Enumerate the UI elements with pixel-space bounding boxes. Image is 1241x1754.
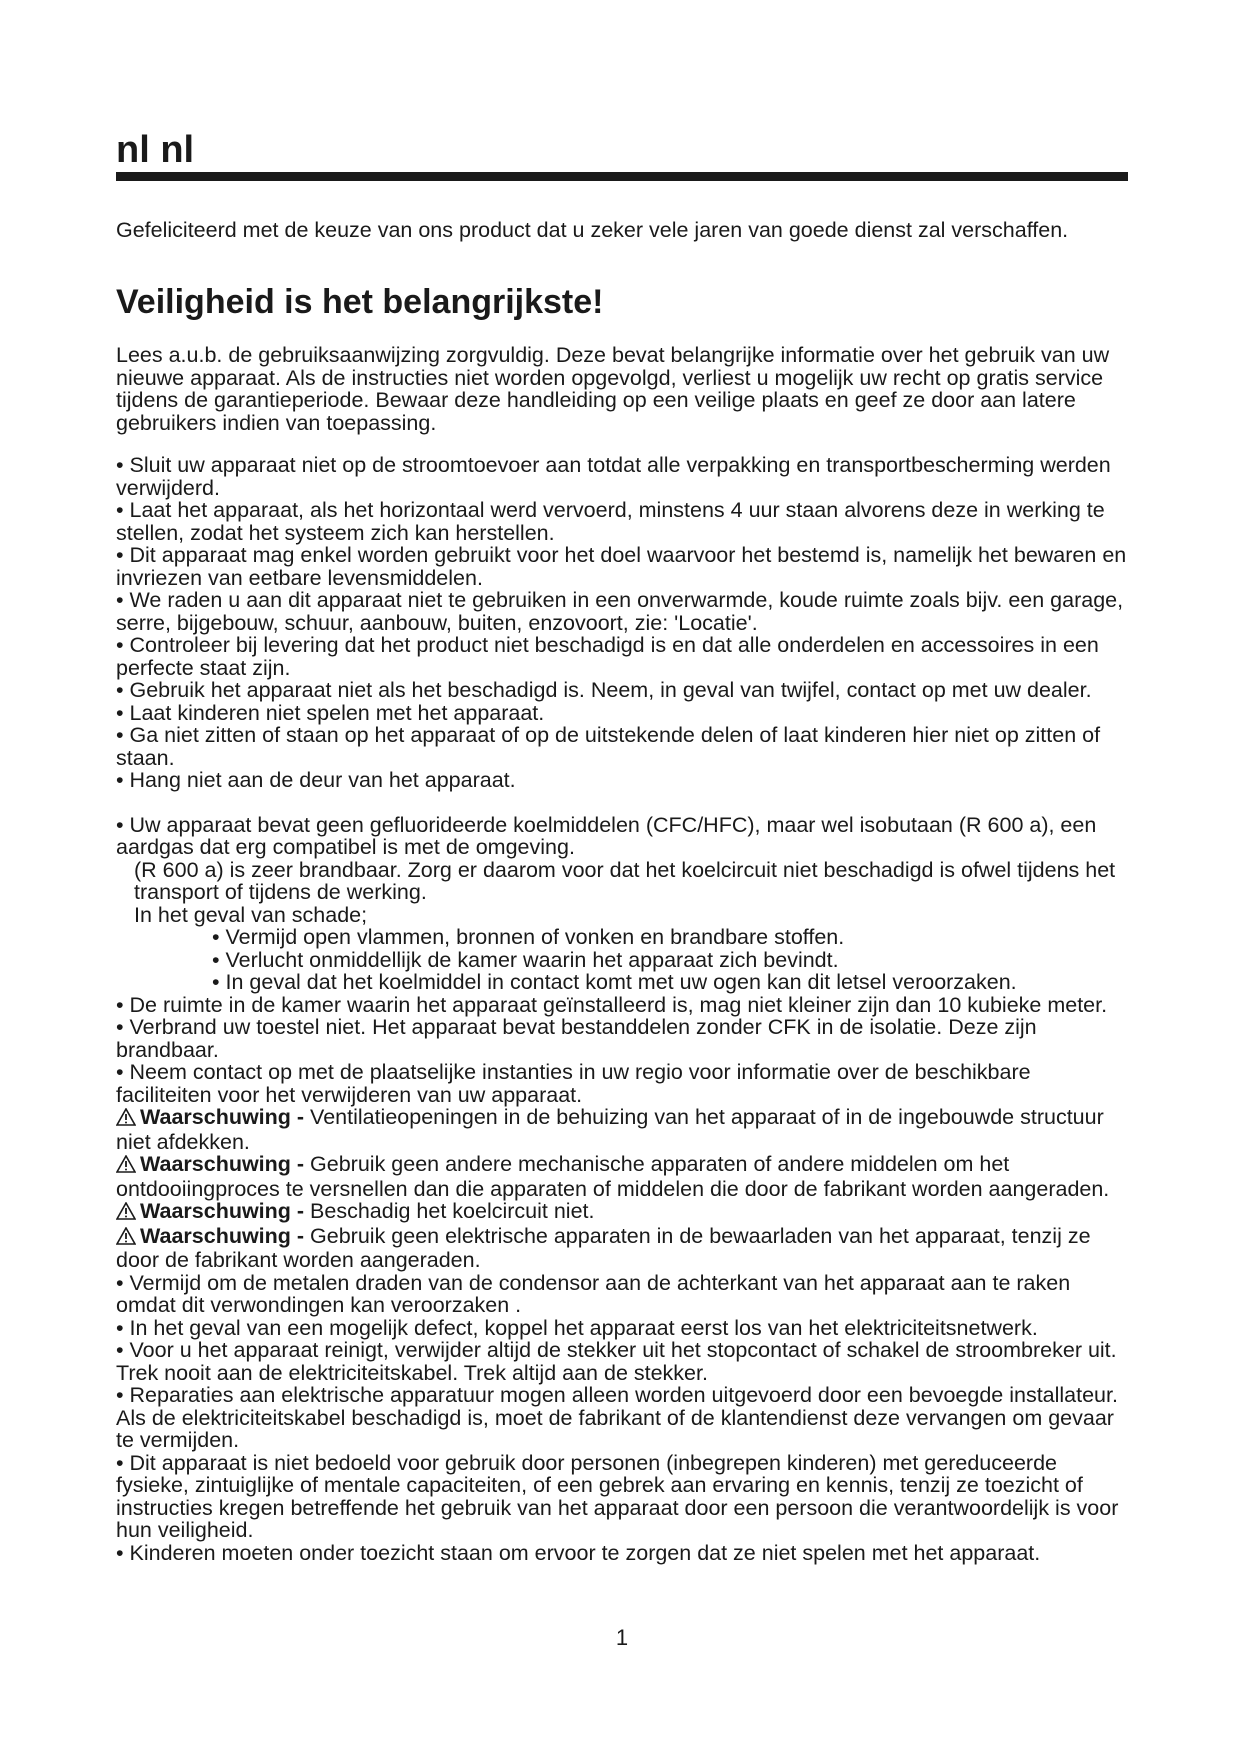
instruction-item: In het geval van schade;	[134, 902, 368, 927]
warning-triangle-icon	[116, 1155, 140, 1178]
warning-item	[116, 1225, 1128, 1272]
instruction-item: • Hang niet aan de deur van het apparaat.	[116, 768, 516, 792]
warning-label: Waarschuwing -	[140, 1199, 305, 1223]
instruction-item: • Dit apparaat is niet bedoeld voor gebruik door personen (inbegrepen kinderen) met gereduceerde fysieke, zintuiglijke of mentale capaciteiten, of een gebrek aan ervaring en kennis, tenzij ze toezicht of instructies kregen betreffende het gebruik van het apparaat door een persoon die verantwoordelijk is voor hun veiligheid.	[116, 1450, 1119, 1542]
instruction-item: • Reparaties aan elektrische apparatuur mogen alleen worden uitgevoerd door een bevoegde installateur. Als de elektriciteitskabel beschadigd is, moet de fabrikant of de klantendienst deze vervangen om gevaar te vermijden.	[116, 1383, 1118, 1452]
instruction-item: • De ruimte in de kamer waarin het apparaat geïnstalleerd is, mag niet kleiner zijn dan 10 kubieke meter.	[116, 992, 1108, 1017]
lead-paragraph: Lees a.u.b. de gebruiksaanwijzing zorgvuldig. Deze bevat belangrijke informatie over het gebruik van uw nieuwe apparaat. Als de instructies niet worden opgevolgd, verliest u mogelijk uw recht op gratis service tijdens de garantieperiode. Bewaar deze handleiding op een veilige plaats en geef ze door aan latere gebruikers indien van toepassing.	[116, 343, 1110, 435]
warning-label: Waarschuwing -	[140, 1105, 305, 1129]
instruction-item: • Controleer bij levering dat het product niet beschadigd is en dat alle onderdelen en accessoires in een perfecte staat zijn.	[116, 633, 1099, 680]
instruction-item: • Kinderen moeten onder toezicht staan om ervoor te zorgen dat ze niet spelen met het apparaat.	[116, 1540, 1041, 1565]
warning-text: Gebruik geen andere mechanische apparaten of andere middelen om het ontdooiingproces te versnellen dan die apparaten of middelen die door de fabrikant worden aangeraden.	[116, 1152, 1110, 1201]
warning-label: Waarschuwing -	[140, 1223, 305, 1248]
warning-triangle-icon	[116, 1227, 140, 1250]
instruction-item: • Vermijd open vlammen, bronnen of vonken en brandbare stoffen.	[212, 925, 845, 949]
instruction-item: • Sluit uw apparaat niet op de stroomtoevoer aan totdat alle verpakking en transportbescherming werden verwijderd.	[116, 453, 1111, 500]
page-number: 1	[615, 1625, 629, 1650]
instruction-item: • Voor u het apparaat reinigt, verwijder altijd de stekker uit het stopcontact of schakel de stroombreker uit. Trek nooit aan de elektriciteitskabel. Trek altijd aan de stekker.	[116, 1338, 1117, 1385]
header-rule	[116, 172, 1128, 181]
instruction-item: • Dit apparaat mag enkel worden gebruikt voor het doel waarvoor het bestemd is, namelijk het bewaren en invriezen van eetbare levensmiddelen.	[116, 543, 1127, 590]
warning-item	[116, 1153, 1128, 1200]
instruction-item: • Laat het apparaat, als het horizontaal werd vervoerd, minstens 4 uur staan alvorens deze in werking te stellen, zodat het systeem zich kan herstellen.	[116, 498, 1105, 545]
intro-text: Gefeliciteerd met de keuze van ons product dat u zeker vele jaren van goede dienst zal verschaffen.	[116, 218, 1069, 242]
warning-text: Beschadig het koelcircuit niet.	[304, 1199, 595, 1223]
safety-instructions	[116, 454, 1128, 1564]
warning-item	[116, 1200, 1128, 1225]
warning-triangle-icon	[116, 1108, 140, 1131]
warning-label: Waarschuwing -	[140, 1152, 305, 1176]
instruction-item: (R 600 a) is zeer brandbaar. Zorg er daarom voor dat het koelcircuit niet beschadigd is ofwel tijdens het transport of tijdens de werking.	[134, 857, 1116, 904]
instruction-item: • Verbrand uw toestel niet. Het apparaat bevat bestanddelen zonder CFK in de isolatie. Deze zijn brandbaar.	[116, 1015, 1037, 1062]
instruction-item: • Vermijd om de metalen draden van de condensor aan de achterkant van het apparaat aan te raken omdat dit verwondingen kan veroorzaken .	[116, 1270, 1071, 1317]
instruction-item: • Verlucht onmiddellijk de kamer waarin het apparaat zich bevindt.	[212, 947, 839, 972]
warning-text: Ventilatieopeningen in de behuizing van het apparaat of in de ingebouwde structuur niet afdekken.	[116, 1105, 1104, 1154]
instruction-item: • In het geval van een mogelijk defect, koppel het apparaat eerst los van het elektriciteitsnetwerk.	[116, 1315, 1038, 1340]
instruction-item: • Neem contact op met de plaatselijke instanties in uw regio voor informatie over de beschikbare faciliteiten voor het verwijderen van uw apparaat.	[116, 1060, 1031, 1107]
instruction-item: • Gebruik het apparaat niet als het beschadigd is. Neem, in geval van twijfel, contact op met uw dealer.	[116, 678, 1092, 702]
language-code: nl nl	[116, 129, 195, 171]
instruction-item: • We raden u aan dit apparaat niet te gebruiken in een onverwarmde, koude ruimte zoals bijv. een garage, serre, bijgebouw, schuur, aanbouw, buiten, enzovoort, zie: 'Locatie'.	[116, 588, 1124, 635]
instruction-item: • In geval dat het koelmiddel in contact komt met uw ogen kan dit letsel veroorzaken.	[212, 970, 1017, 994]
warning-item	[116, 1106, 1128, 1153]
warning-text: Gebruik geen elektrische apparaten in de bewaarladen van het apparaat, tenzij ze door de fabrikant worden aangeraden.	[116, 1223, 1091, 1272]
instruction-item: • Ga niet zitten of staan op het apparaat of op de uitstekende delen of laat kinderen hier niet op zitten of staan.	[116, 723, 1101, 770]
warning-triangle-icon	[116, 1202, 140, 1225]
instruction-item: • Uw apparaat bevat geen gefluorideerde koelmiddelen (CFC/HFC), maar wel isobutaan (R 600 a), een aardgas dat erg compatibel is met de omgeving.	[116, 812, 1097, 859]
instruction-item: • Laat kinderen niet spelen met het apparaat.	[116, 700, 545, 725]
section-title: Veiligheid is het belangrijkste!	[116, 283, 604, 321]
